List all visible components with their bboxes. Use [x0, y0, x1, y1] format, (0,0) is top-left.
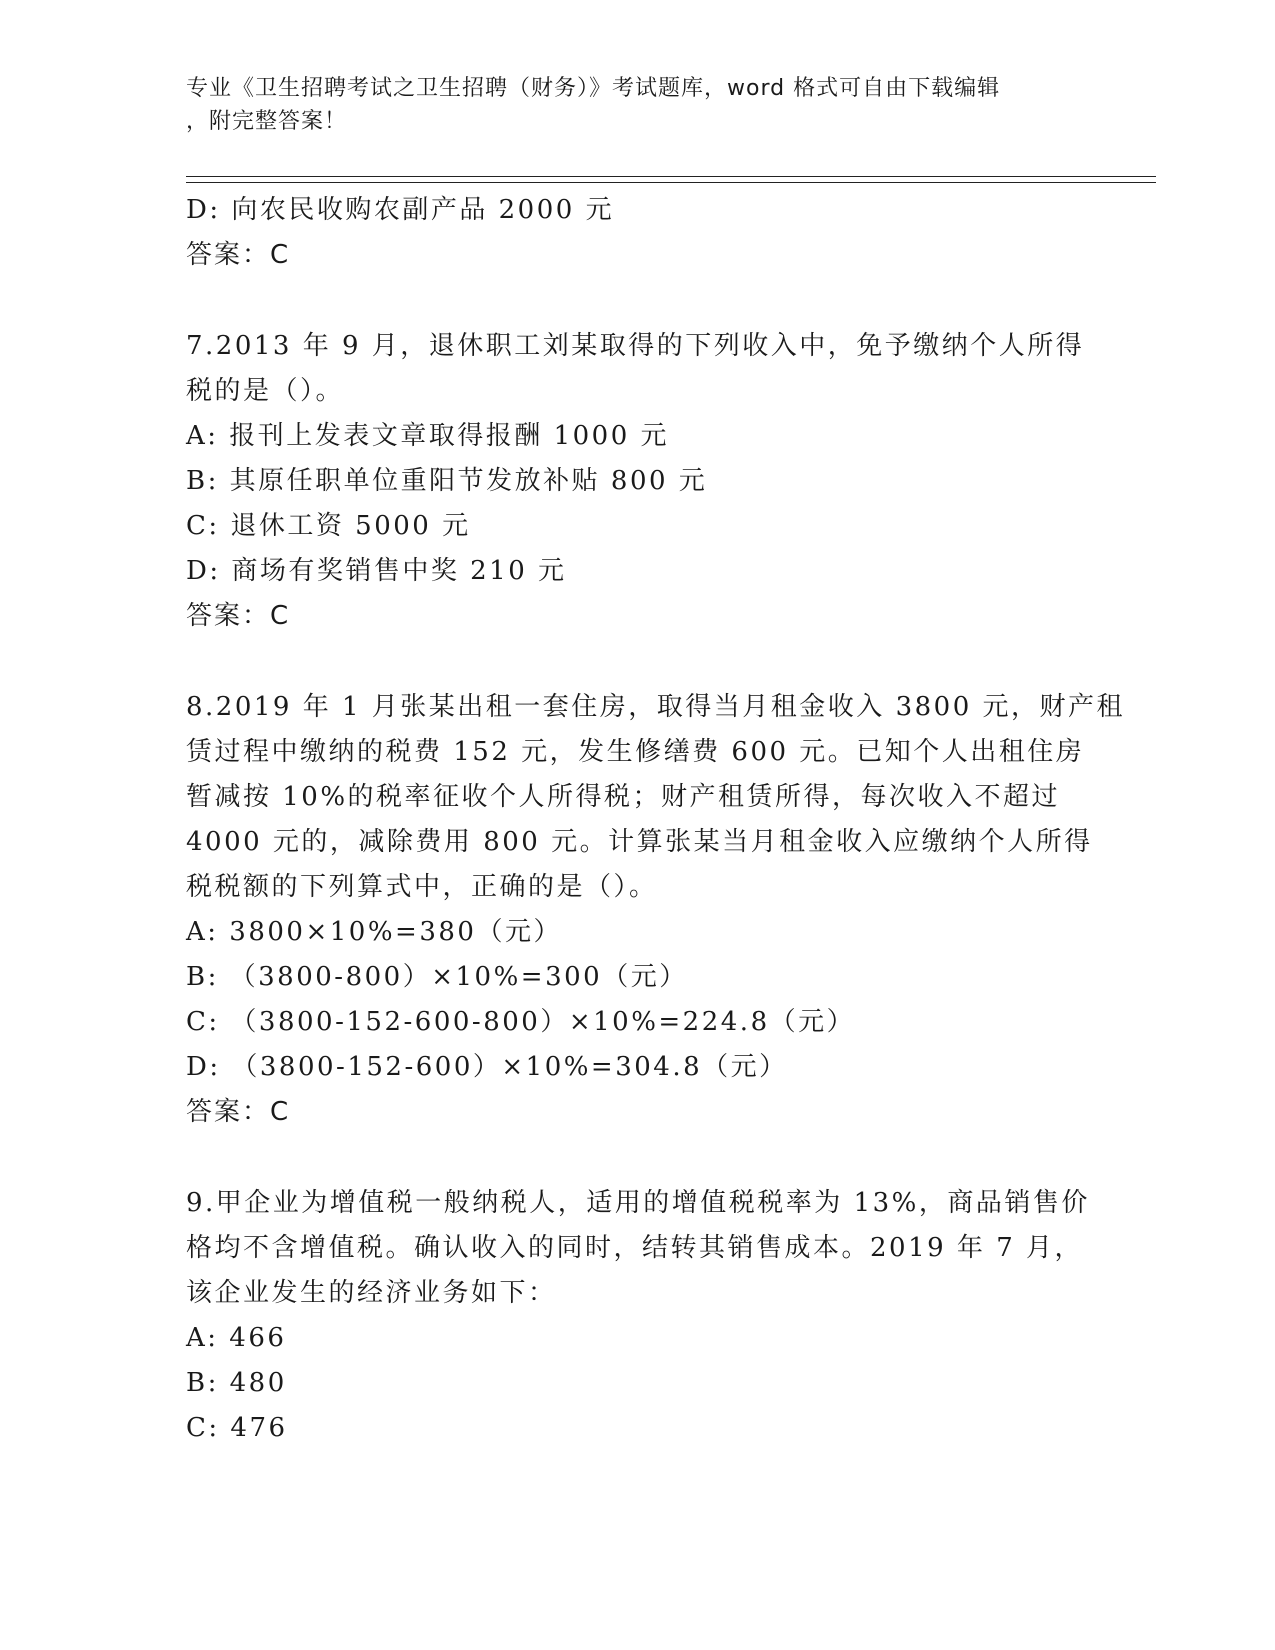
question-stem-line: 9.甲企业为增值税一般纳税人，适用的增值税税率为 13%，商品销售价	[186, 1188, 1090, 1218]
question-6	[186, 188, 1086, 278]
option-b: B: 480	[186, 1368, 287, 1398]
header-divider-bottom	[186, 182, 1156, 183]
answer: 答案：C	[186, 601, 291, 631]
header-line-2: ，附完整答案！	[186, 109, 348, 134]
question-9	[186, 1181, 1090, 1451]
option-d: D: （3800-152-600）×10%=304.8（元）	[186, 1052, 788, 1082]
question-stem-line: 7.2013 年 9 月，退休职工刘某取得的下列收入中，免予缴纳个人所得	[186, 331, 1085, 361]
option-c: C: 退休工资 5000 元	[186, 511, 471, 541]
answer: 答案：C	[186, 240, 291, 270]
question-stem-line: 8.2019 年 1 月张某出租一套住房，取得当月租金收入 3800 元，财产租	[186, 692, 1126, 722]
question-stem-line: 4000 元的，减除费用 800 元。计算张某当月租金收入应缴纳个人所得	[186, 827, 1093, 857]
question-stem-line: 暂减按 10%的税率征收个人所得税；财产租赁所得，每次收入不超过	[186, 782, 1061, 812]
question-stem-line: 税税额的下列算式中，正确的是（）。	[186, 872, 658, 902]
option-c: C: 476	[186, 1413, 288, 1443]
question-7	[186, 324, 1086, 639]
document-header	[186, 72, 1086, 138]
option-a: A: 报刊上发表文章取得报酬 1000 元	[186, 421, 669, 451]
question-content	[186, 188, 1126, 1451]
header-divider-top	[186, 176, 1156, 177]
question-8	[186, 685, 1126, 1135]
option-a: A: 3800×10%=380（元）	[186, 917, 562, 947]
question-stem-line: 该企业发生的经济业务如下：	[186, 1278, 557, 1308]
answer: 答案：C	[186, 1097, 291, 1127]
option-b: B: 其原任职单位重阳节发放补贴 800 元	[186, 466, 708, 496]
option-d: D: 向农民收购农副产品 2000 元	[186, 195, 615, 225]
option-b: B: （3800-800）×10%=300（元）	[186, 962, 688, 992]
option-a: A: 466	[186, 1323, 287, 1353]
question-stem-line: 格均不含增值税。确认收入的同时，结转其销售成本。2019 年 7 月，	[186, 1233, 1084, 1263]
option-d: D: 商场有奖销售中奖 210 元	[186, 556, 567, 586]
question-stem-line: 赁过程中缴纳的税费 152 元，发生修缮费 600 元。已知个人出租住房	[186, 737, 1085, 767]
question-stem-line: 税的是（）。	[186, 376, 345, 406]
header-line-1: 专业《卫生招聘考试之卫生招聘（财务）》考试题库，word 格式可自由下载编辑	[186, 76, 1001, 101]
option-c: C: （3800-152-600-800）×10%=224.8（元）	[186, 1007, 856, 1037]
